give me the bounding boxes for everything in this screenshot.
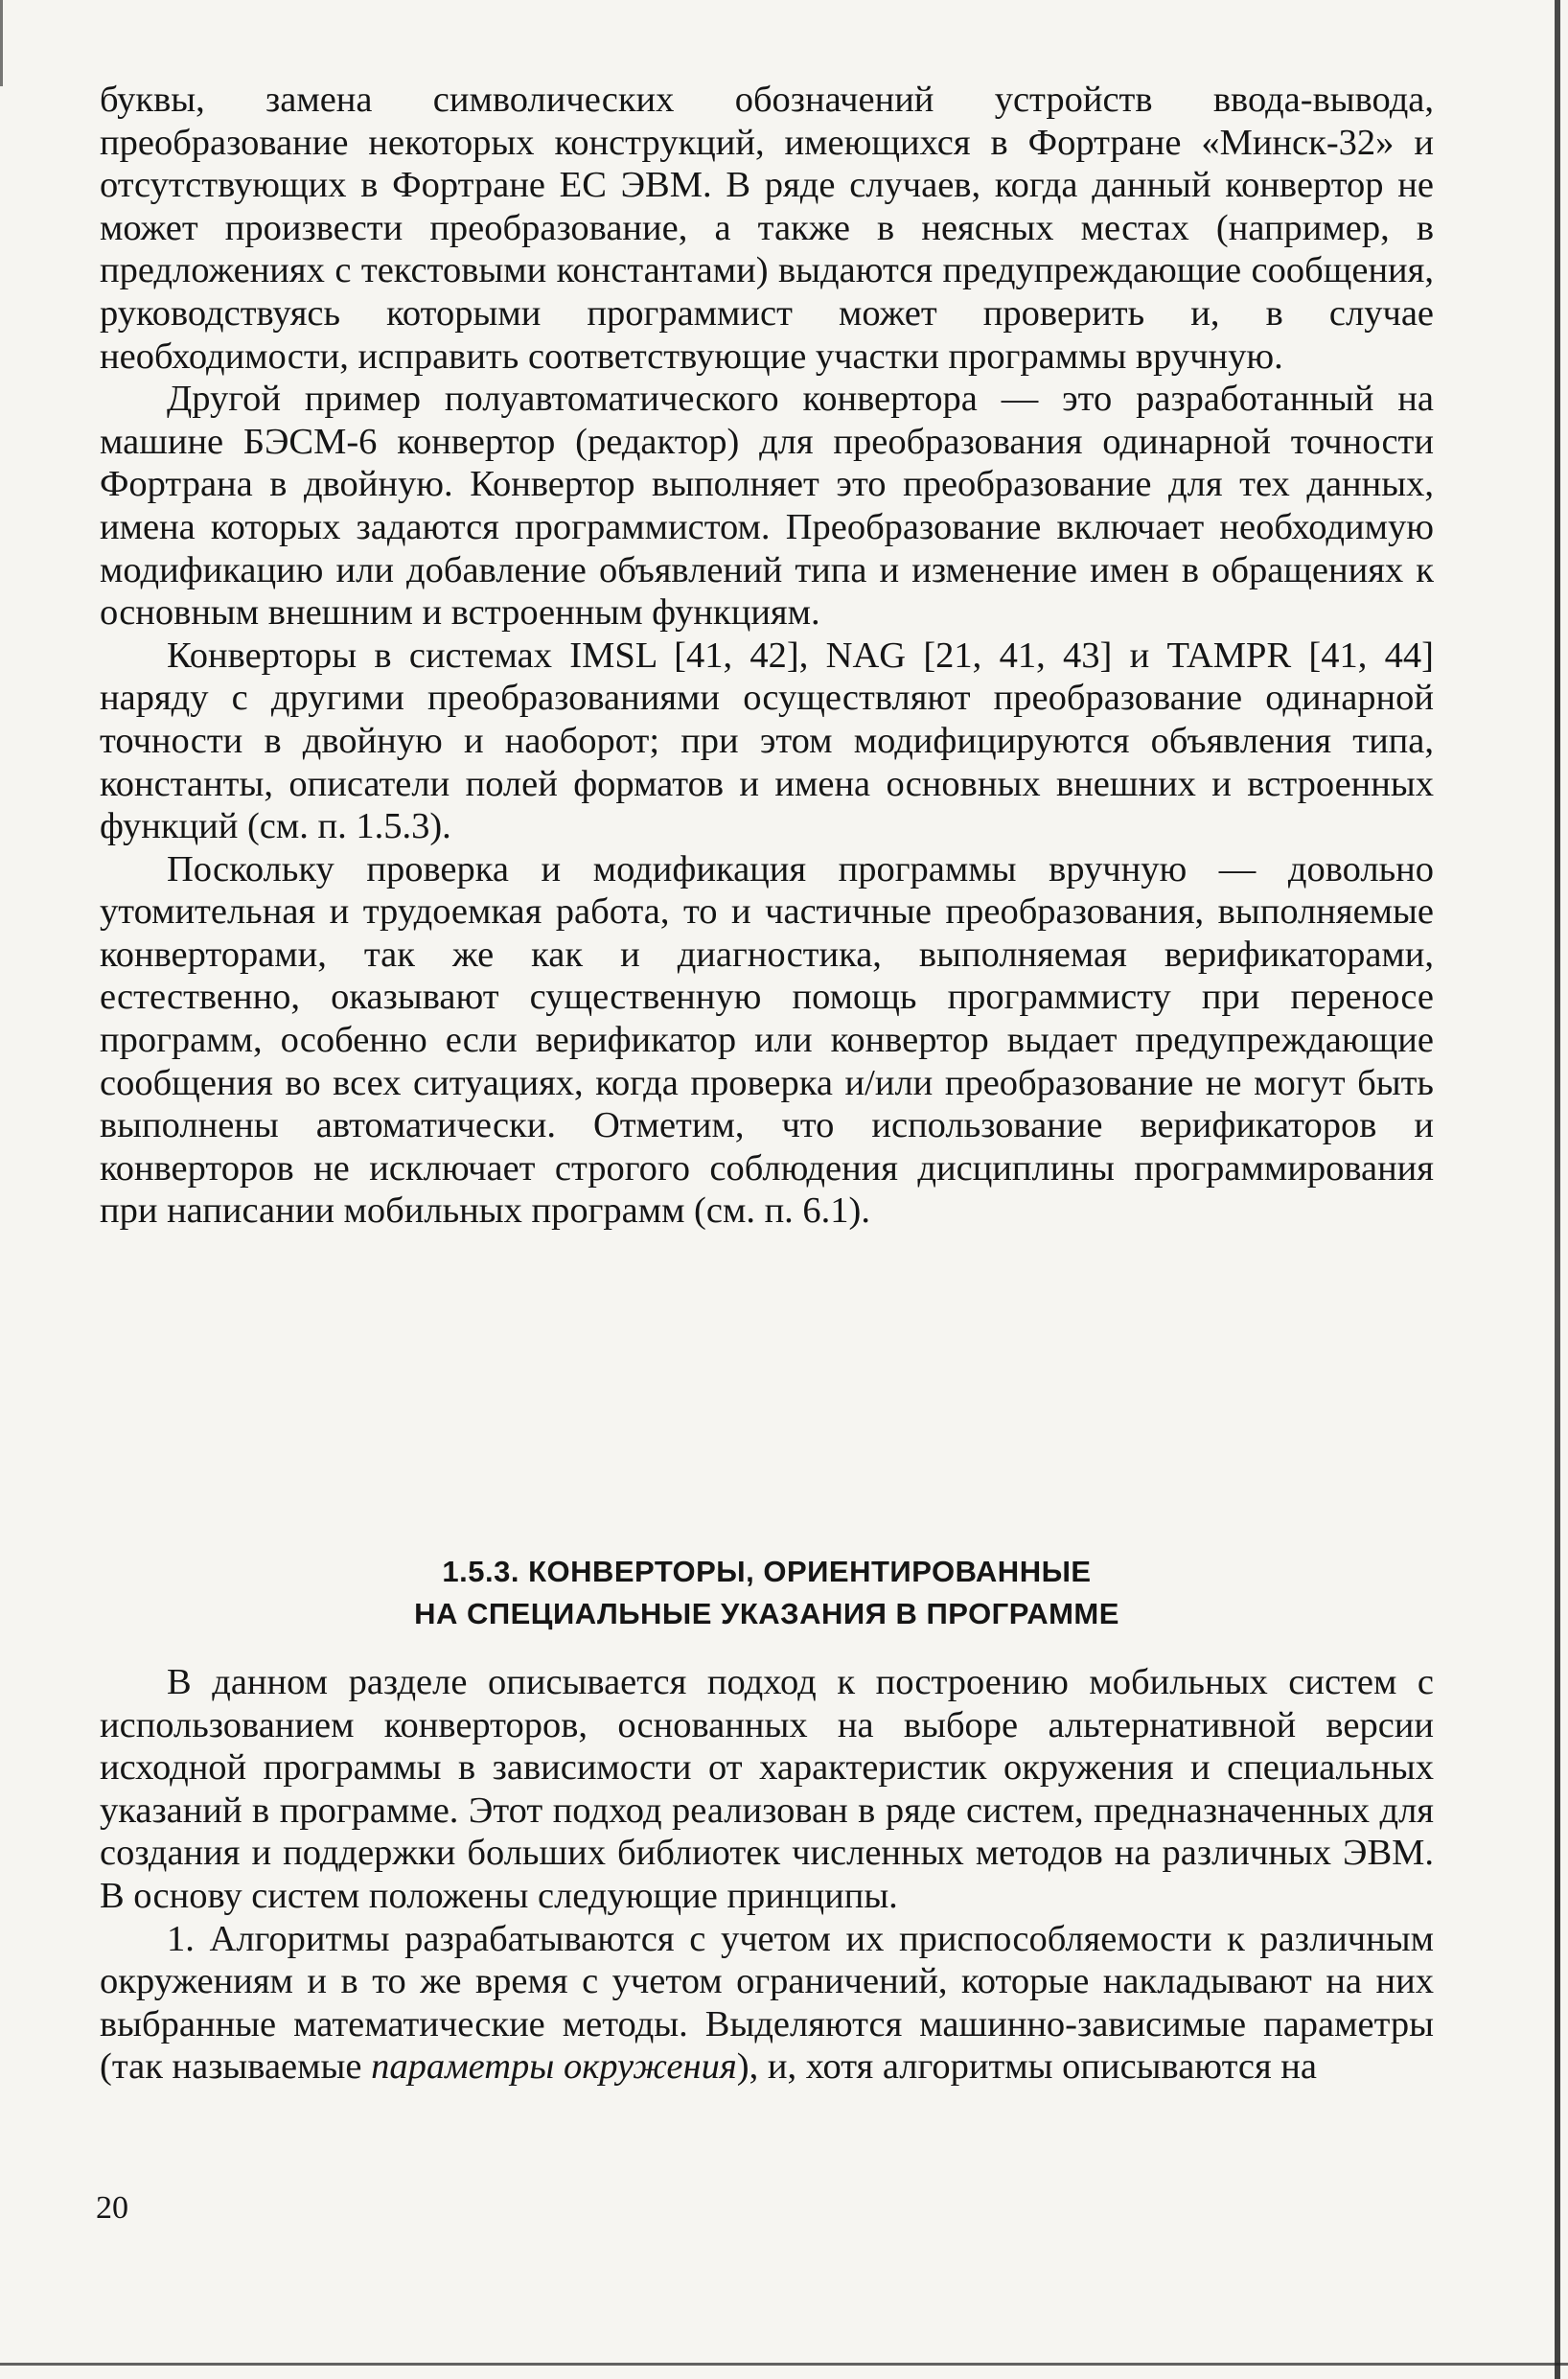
section-heading-line-1: 1.5.3. КОНВЕРТОРЫ, ОРИЕНТИРОВАННЫЕ (442, 1555, 1092, 1588)
scan-edge-left (0, 0, 3, 86)
principle-1-text-start: 1. Алгоритмы разрабатываются с учетом их приспособляемости к различным окружениям и в то же время с учетом ограничений, которые накладывают на них выбранные математические методы. Выделяются машинно-зависимые параметры (так называемые (100, 1918, 1434, 2088)
principle-1-text-end: ), и, хотя алгоритмы описываются на (736, 2046, 1317, 2088)
body-text-bottom (100, 1661, 1434, 2089)
section-heading-line-2: НА СПЕЦИАЛЬНЫЕ УКАЗАНИЯ В ПРОГРАММЕ (414, 1597, 1119, 1630)
paragraph-section-intro: В данном разделе описывается подход к построению мобильных систем с использованием конверторов, основанных на выборе альтернативной версии исходной программы в зависимости от характеристик окружения и специальных указаний в программе. Этот подход реализован в ряде систем, предназначенных для создания и поддержки больших библиотек численных методов на различных ЭВМ. В основу систем положены следующие принципы. (100, 1662, 1434, 1916)
paragraph-principle-1 (100, 1918, 1434, 2089)
paragraph-besm6-converter: Другой пример полуавтоматического конвертора — это разработанный на машине БЭСМ-6 конвертор (редактор) для преобразования одинарной точности Фортрана в двойную. Конвертор выполняет это преобразование для тех данных, имена которых задаются программистом. Преобразование включает необходимую модификацию или добавление объявлений типа и изменение имен в обращениях к основным внешним и встроенным функциям. (100, 379, 1434, 634)
scan-edge-bottom (0, 2363, 1568, 2366)
page-number: 20 (96, 2190, 128, 2226)
scan-edge-right (1555, 0, 1560, 2379)
section-heading (100, 1551, 1434, 1635)
body-text-top (100, 79, 1434, 1233)
paragraph-imsl-nag-tampr: Конверторы в системах IMSL [41, 42], NAG [21, 41, 43] и TAMPR [41, 44] наряду с другими преобразованиями осуществляют преобразование одинарной точности в двойную и наоборот; при этом модифицируются объявления типа, константы, описатели полей форматов и имена основных внешних и встроенных функций (см. п. 1.5.3). (100, 635, 1434, 847)
paragraph-continuation: буквы, замена символических обозначений устройств ввода-вывода, преобразование некоторых конструкций, имеющихся в Фортране «Минск-32» и отсутствующих в Фортране ЕС ЭВМ. В ряде случаев, когда данный конвертор не может произвести преобразование, а также в неясных местах (например, в предложениях с текстовыми константами) выдаются предупреждающие сообщения, руководствуясь которыми программист может проверить и, в случае необходимости, исправить соответствующие участки программы вручную. (100, 80, 1434, 377)
paragraph-manual-verification: Поскольку проверка и модификация программы вручную — довольно утомительная и трудоемкая работа, то и частичные преобразования, выполняемые конверторами, так же как и диагностика, выполняемая верификаторами, естественно, оказывают существенную помощь программисту при переносе программ, особенно если верификатор или конвертор выдает предупреждающие сообщения во всех ситуациях, когда проверка и/или преобразование не могут быть выполнены автоматически. Отметим, что использование верификаторов и конверторов не исключает строгого соблюдения дисциплины программирования при написании мобильных программ (см. п. 6.1). (100, 848, 1434, 1232)
principle-1-italic-term: параметры окружения (371, 2046, 737, 2088)
